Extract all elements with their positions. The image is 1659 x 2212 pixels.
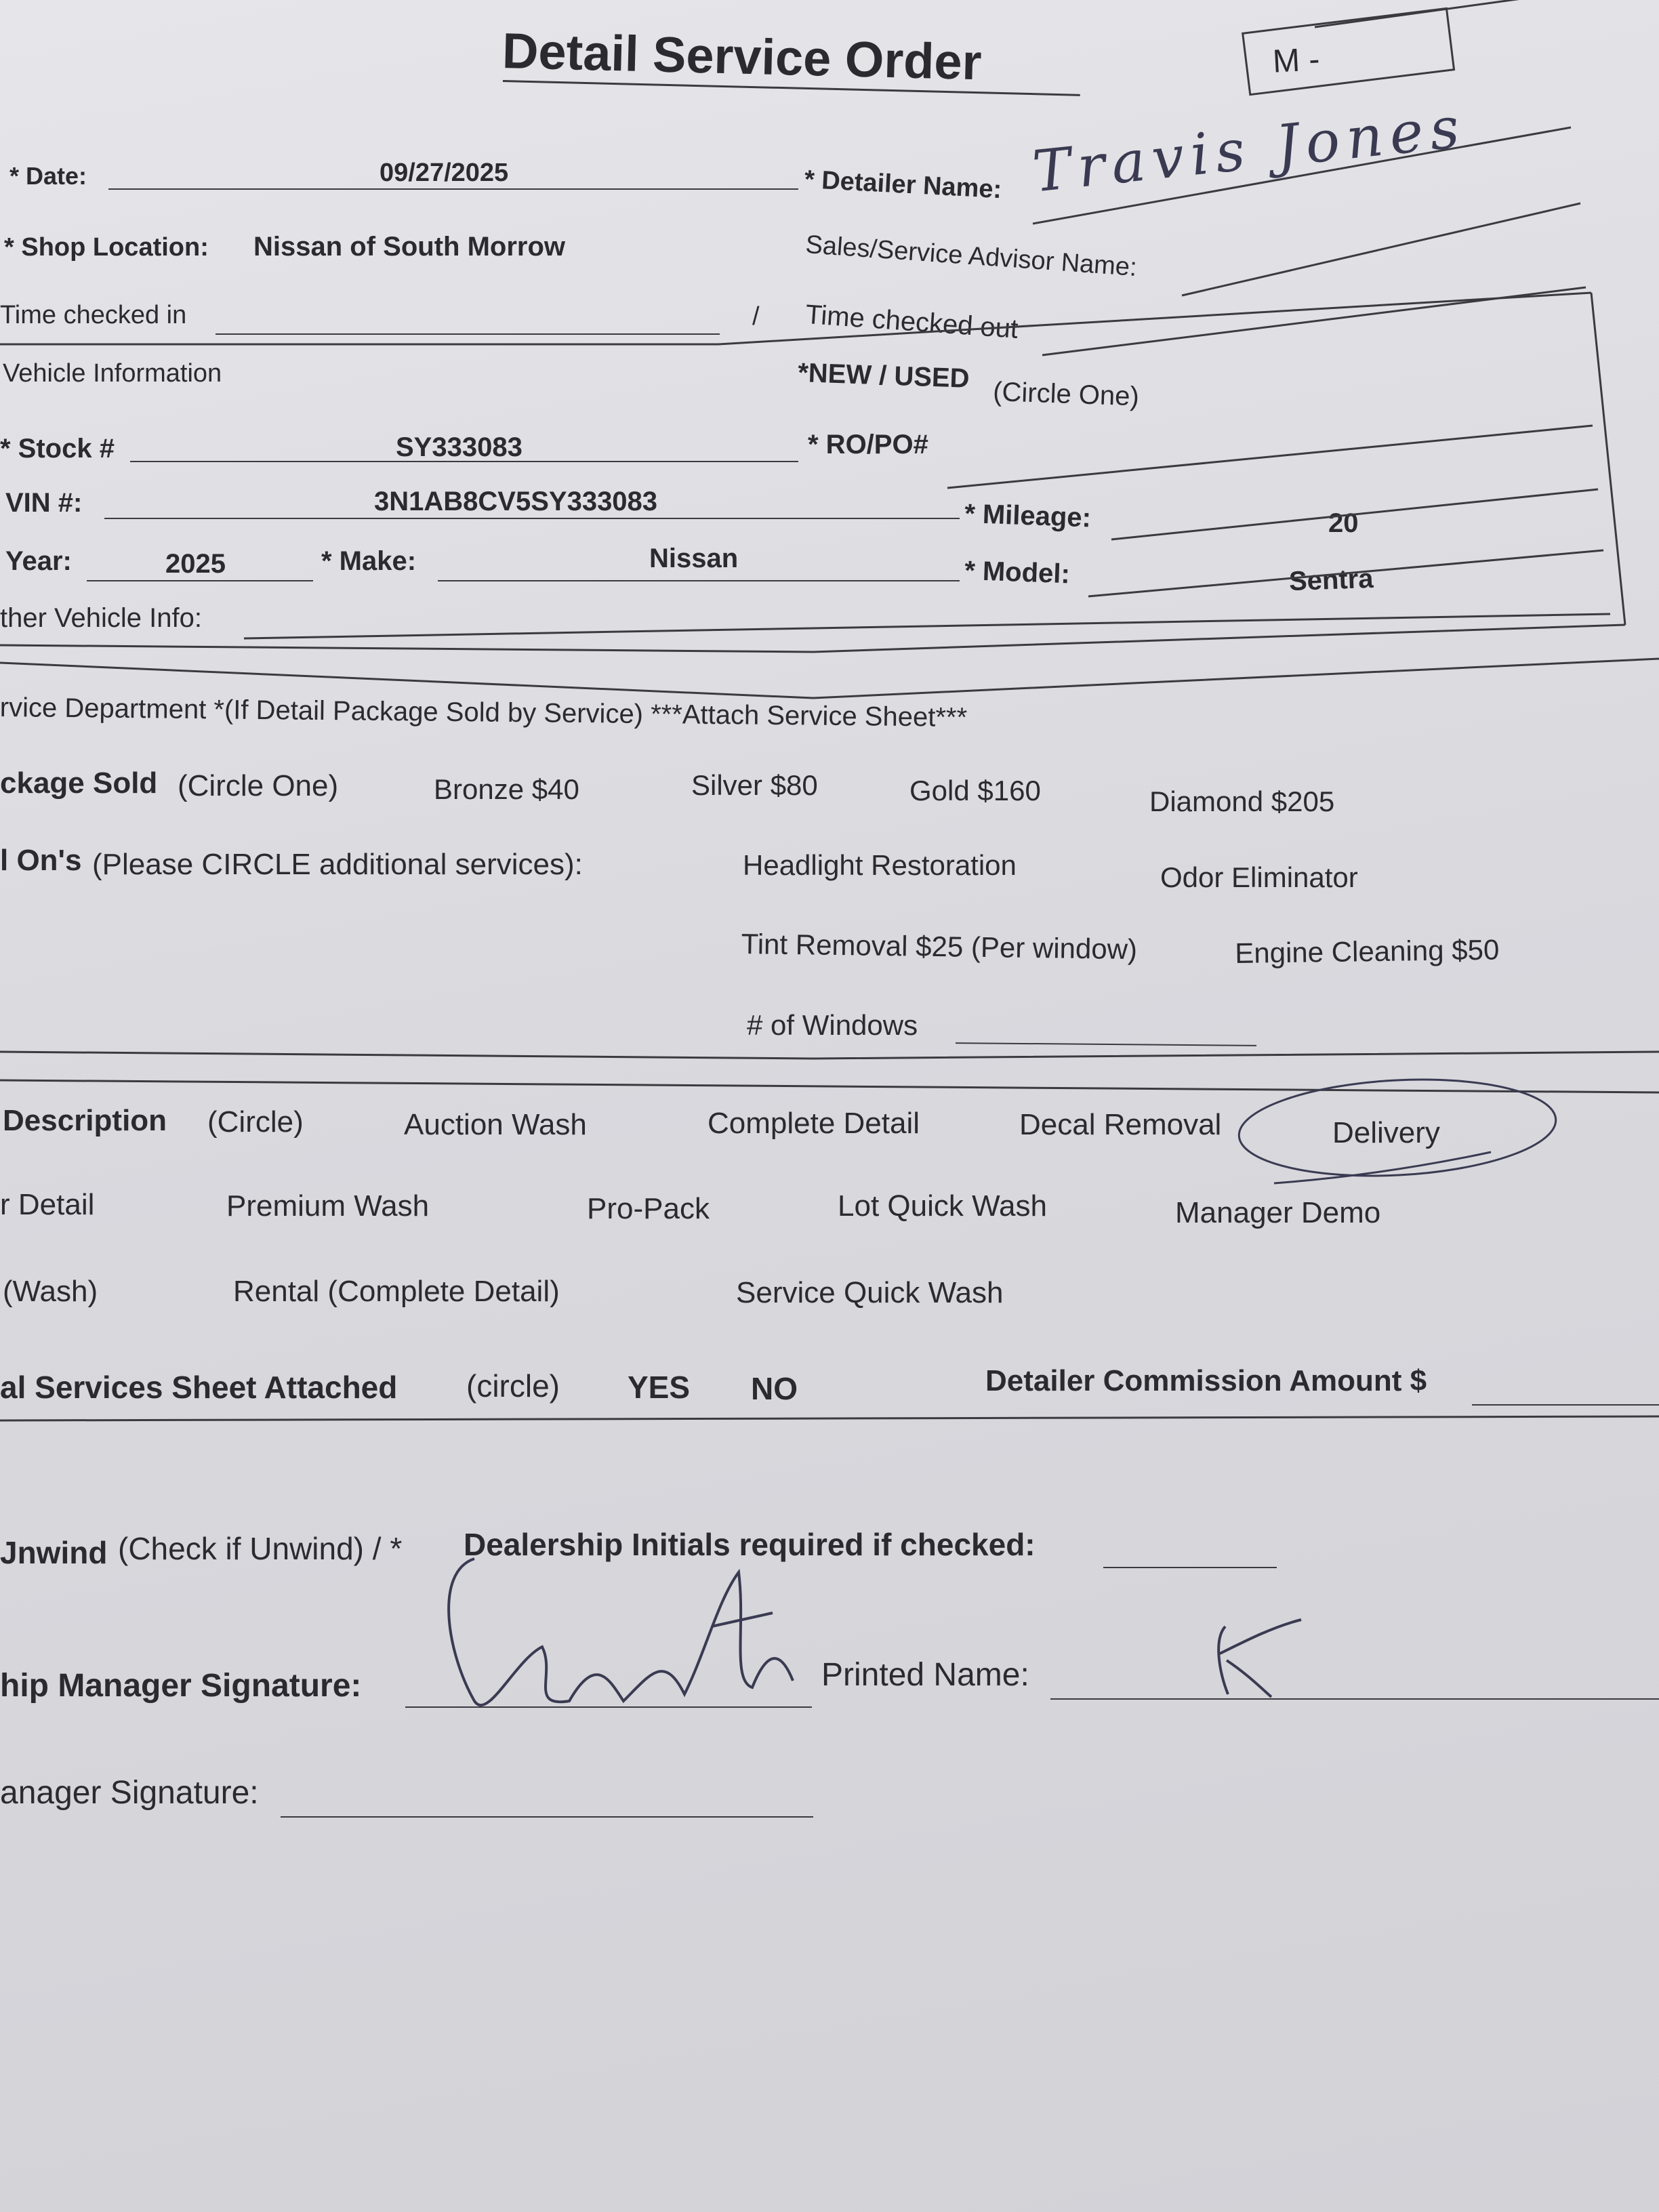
printed-name-scribble (1218, 1620, 1301, 1697)
detailer-name-label: * Detailer Name: (803, 165, 1003, 205)
year-label: Year: (5, 546, 72, 576)
time-in-label: Time checked in (0, 301, 187, 329)
new-used-label: *NEW / USED (797, 358, 970, 394)
addons-label: l On's (0, 844, 82, 877)
model-value[interactable]: Sentra (1288, 563, 1374, 597)
mileage-label: * Mileage: (964, 499, 1092, 533)
ropo-label: * RO/PO# (808, 430, 928, 459)
service-box-bottom (0, 1052, 1659, 1059)
description-top-line (0, 1080, 1659, 1092)
package-label: ckage Sold (0, 766, 158, 800)
make-label: * Make: (321, 546, 417, 576)
time-out-label: Time checked out (804, 300, 1019, 344)
option-lot-quick-wash[interactable]: Lot Quick Wash (838, 1189, 1047, 1223)
description-label: Description (3, 1104, 167, 1137)
option-complete-detail[interactable]: Complete Detail (708, 1107, 920, 1140)
services-sheet-label: al Services Sheet Attached (0, 1370, 398, 1405)
option-delivery[interactable]: Delivery (1332, 1116, 1440, 1149)
option-auction-wash[interactable]: Auction Wash (404, 1108, 587, 1141)
option-rental[interactable]: Rental (Complete Detail) (233, 1275, 560, 1308)
model-label: * Model: (964, 556, 1071, 590)
manager-signature-label: hip Manager Signature: (0, 1668, 362, 1704)
addon-tint[interactable]: Tint Removal $25 (Per window) (741, 928, 1138, 966)
option-service-quick-wash[interactable]: Service Quick Wash (736, 1276, 1004, 1309)
make-value[interactable]: Nissan (649, 544, 739, 573)
form-title: Detail Service Order (501, 22, 983, 91)
package-diamond[interactable]: Diamond $205 (1149, 785, 1335, 817)
package-hint: (Circle One) (178, 769, 339, 802)
commission-label: Detailer Commission Amount $ (985, 1364, 1427, 1397)
shop-location-label: * Shop Location: (4, 233, 209, 262)
mileage-line (1111, 489, 1598, 539)
advisor-name-line (1182, 203, 1580, 295)
option-r-detail[interactable]: r Detail (0, 1188, 95, 1221)
new-used-hint: (Circle One) (992, 377, 1140, 412)
option-pro-pack[interactable]: Pro-Pack (587, 1192, 710, 1225)
advisor-name-label: Sales/Service Advisor Name: (804, 230, 1138, 283)
package-bronze[interactable]: Bronze $40 (434, 773, 579, 805)
second-signature-label: anager Signature: (0, 1775, 259, 1811)
stock-label: * Stock # (0, 434, 115, 464)
option-premium-wash[interactable]: Premium Wash (226, 1189, 430, 1223)
vehicle-box-top (0, 293, 1591, 344)
addon-engine[interactable]: Engine Cleaning $50 (1234, 933, 1500, 969)
unwind-hint: (Check if Unwind) / * (118, 1531, 403, 1566)
package-silver[interactable]: Silver $80 (691, 769, 818, 801)
package-gold[interactable]: Gold $160 (909, 775, 1041, 806)
ropo-line (947, 426, 1593, 488)
detailer-name-value[interactable]: Travis Jones (1029, 93, 1469, 205)
initials-label: Dealership Initials required if checked: (464, 1527, 1036, 1562)
no-option[interactable]: NO (751, 1371, 798, 1406)
service-box-top (0, 659, 1659, 698)
stock-value[interactable]: SY333083 (396, 432, 523, 462)
year-value[interactable]: 2025 (165, 549, 226, 579)
model-line (1088, 550, 1603, 596)
vin-value[interactable]: 3N1AB8CV5SY333083 (374, 487, 658, 516)
other-info-line (244, 614, 1610, 638)
unwind-label: Jnwind (0, 1535, 108, 1570)
service-dept-heading: rvice Department *(If Detail Package Sold by Service) ***Attach Service Sheet*** (0, 693, 968, 733)
detailer-name-line (1033, 127, 1571, 224)
description-hint: (Circle) (207, 1105, 304, 1139)
time-slash: / (752, 302, 760, 331)
date-value[interactable]: 09/27/2025 (380, 159, 509, 187)
services-sheet-hint: (circle) (466, 1368, 560, 1404)
mileage-value[interactable]: 20 (1328, 508, 1359, 538)
vehicle-info-label: Vehicle Information (3, 359, 222, 388)
shop-location-value[interactable]: Nissan of South Morrow (253, 232, 565, 262)
option-decal-removal[interactable]: Decal Removal (1019, 1108, 1222, 1141)
other-info-label: ther Vehicle Info: (0, 603, 202, 633)
yes-option[interactable]: YES (628, 1370, 691, 1405)
addons-hint: (Please CIRCLE additional services): (92, 848, 583, 881)
option-wash[interactable]: (Wash) (3, 1275, 98, 1308)
manager-signature-scribble (449, 1559, 793, 1705)
printed-name-label: Printed Name: (821, 1657, 1029, 1693)
corner-box-tail (1315, 0, 1532, 27)
addon-odor[interactable]: Odor Eliminator (1160, 861, 1358, 893)
vin-label: VIN #: (5, 488, 83, 518)
corner-box-label: M - (1271, 41, 1321, 80)
date-label: * Date: (9, 162, 87, 190)
description-bottom-line (0, 1416, 1659, 1420)
addon-headlight[interactable]: Headlight Restoration (743, 849, 1017, 881)
vehicle-box-right (1591, 293, 1625, 625)
windows-label: # of Windows (747, 1009, 918, 1041)
option-manager-demo[interactable]: Manager Demo (1175, 1196, 1381, 1229)
